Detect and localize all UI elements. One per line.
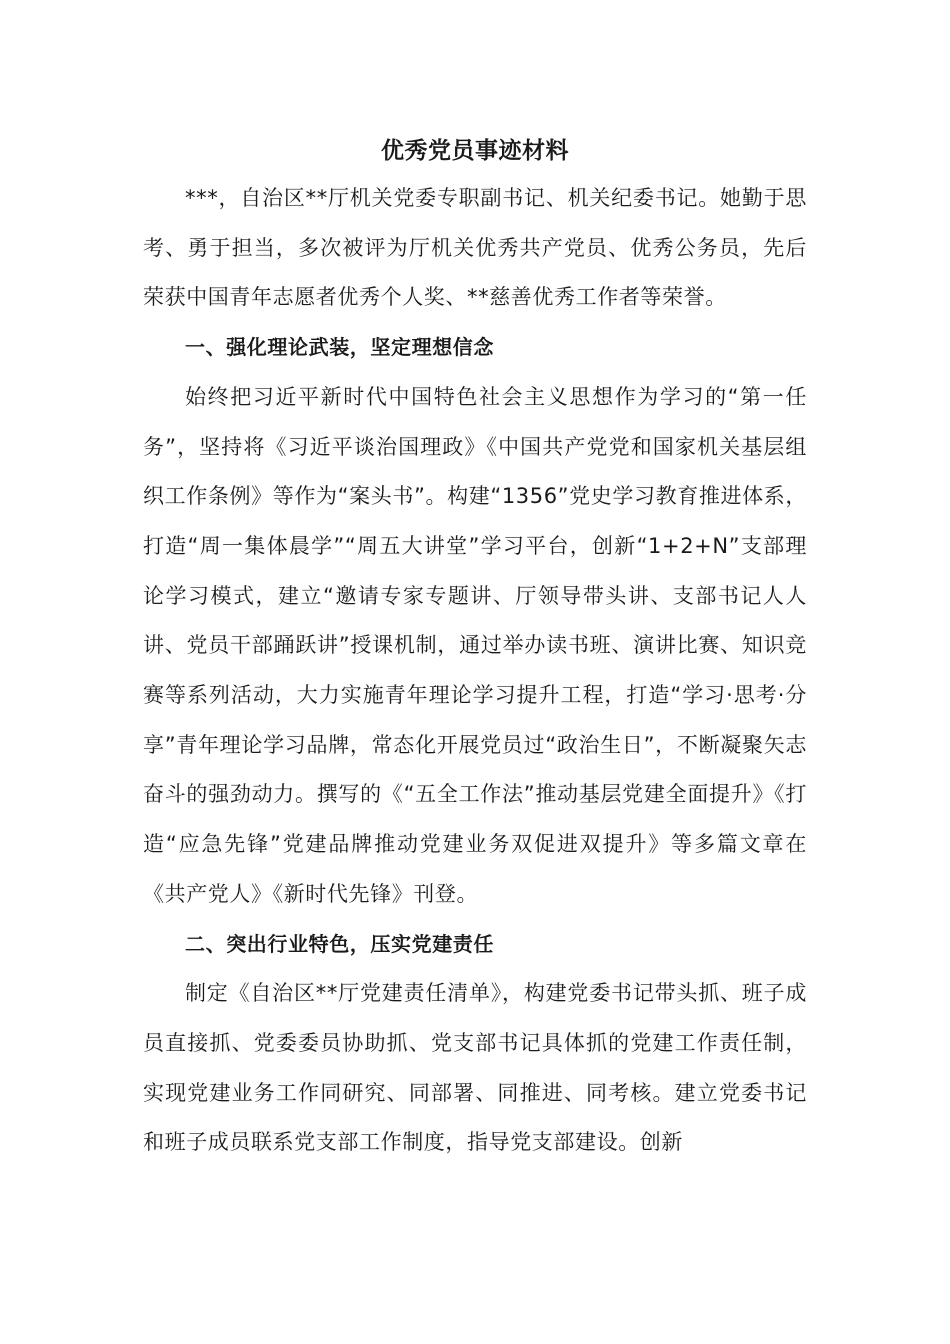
- section-1-paragraph: 始终把习近平新时代中国特色社会主义思想作为学习的“第一任务”，坚持将《习近平谈治国理政》《中国共产党党和国家机关基层组织工作条例》等作为“案头书”。构建“1356”党史学习教育推进体系，打造“周一集体晨学”“周五大讲堂”学习平台，创新“1+2+N”支部理论学习模式，建立“邀请专家专题讲、厅领导带头讲、支部书记人人讲、党员干部踊跃讲”授课机制，通过举办读书班、演讲比赛、知识竞赛等系列活动，大力实施青年理论学习提升工程，打造“学习·思考·分享”青年理论学习品牌，常态化开展党员过“政治生日”，不断凝聚矢志奋斗的强劲动力。撰写的《“五全工作法”推动基层党建全面提升》《打造“应急先锋”党建品牌推动党建业务双促进双提升》等多篇文章在《共产党人》《新时代先锋》刊登。: [143, 384, 807, 906]
- section-2-paragraph: 制定《自治区**厅党建责任清单》，构建党委书记带头抓、班子成员直接抓、党委委员协助抓、党支部书记具体抓的党建工作责任制，实现党建业务工作同研究、同部署、同推进、同考核。建立党委书记和班子成员联系党支部工作制度，指导党支部建设。创新: [143, 981, 807, 1155]
- document-content: [143, 128, 807, 1168]
- section-2-heading: 二、突出行业特色，压实党建责任: [185, 931, 494, 956]
- intro-paragraph: ***，自治区**厅机关党委专职副书记、机关纪委书记。她勤于思考、勇于担当，多次被评为厅机关优秀共产党员、优秀公务员，先后荣获中国青年志愿者优秀个人奖、**慈善优秀工作者等荣誉。: [143, 186, 807, 310]
- section-1-heading: 一、强化理论武装，坚定理想信念: [185, 335, 494, 360]
- document-title: 优秀党员事迹材料: [381, 138, 569, 164]
